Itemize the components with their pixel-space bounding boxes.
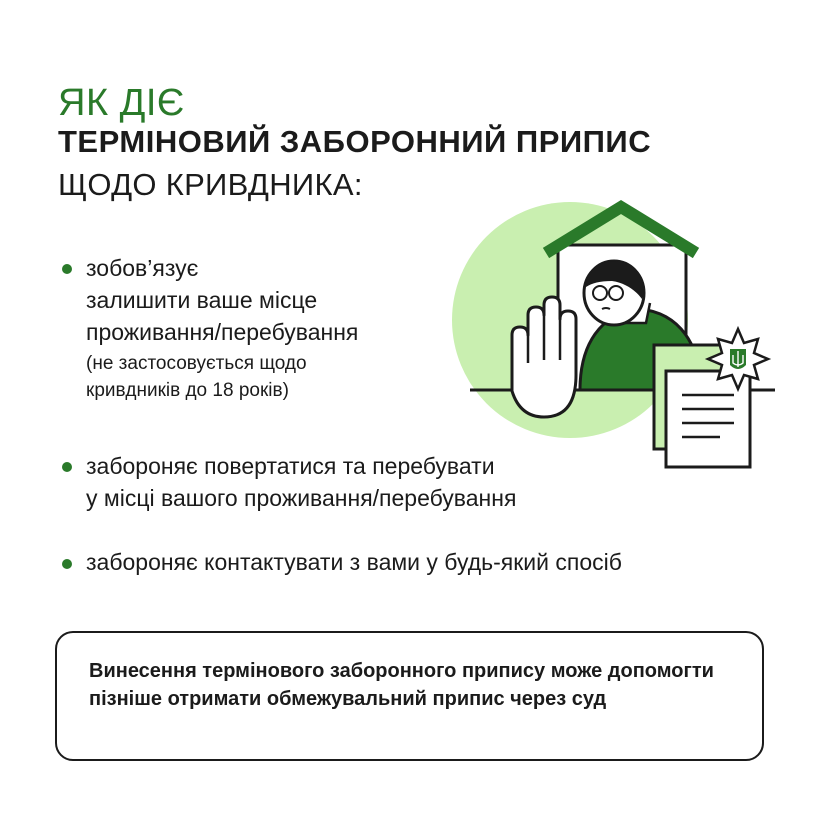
bullet-3-line-1: забороняє контактувати з вами у будь-який спосіб xyxy=(86,549,622,575)
bullet-2-line-2: у місці вашого проживання/перебування xyxy=(86,485,517,511)
info-box xyxy=(55,631,764,761)
bullet-1-note-line-1: (не застосовується щодо xyxy=(86,353,307,374)
heading-line-2: ТЕРМІНОВИЙ ЗАБОРОННИЙ ПРИПИС xyxy=(58,124,652,159)
bullet-dot xyxy=(62,462,72,472)
police-badge-icon xyxy=(708,329,768,389)
info-box-text: Винесення термінового заборонного припису може допомогти пізніше отримати обмежувальний припис через суд xyxy=(89,660,714,710)
bullet-2-line-1: забороняє повертатися та перебувати xyxy=(86,453,495,479)
heading-line-3: ЩОДО КРИВДНИКА: xyxy=(58,167,363,202)
heading-line-1: ЯК ДІЄ xyxy=(58,82,185,124)
bullet-dot xyxy=(62,559,72,569)
bullet-1-line-1: зобов’язує xyxy=(86,255,199,281)
illustration xyxy=(440,195,780,475)
bullet-dot xyxy=(62,264,72,274)
bullet-1-line-3: проживання/перебування xyxy=(86,319,359,345)
bullet-1-line-2: залишити ваше місце xyxy=(86,287,318,313)
bullet-1-note-line-2: кривдників до 18 років) xyxy=(86,380,289,401)
